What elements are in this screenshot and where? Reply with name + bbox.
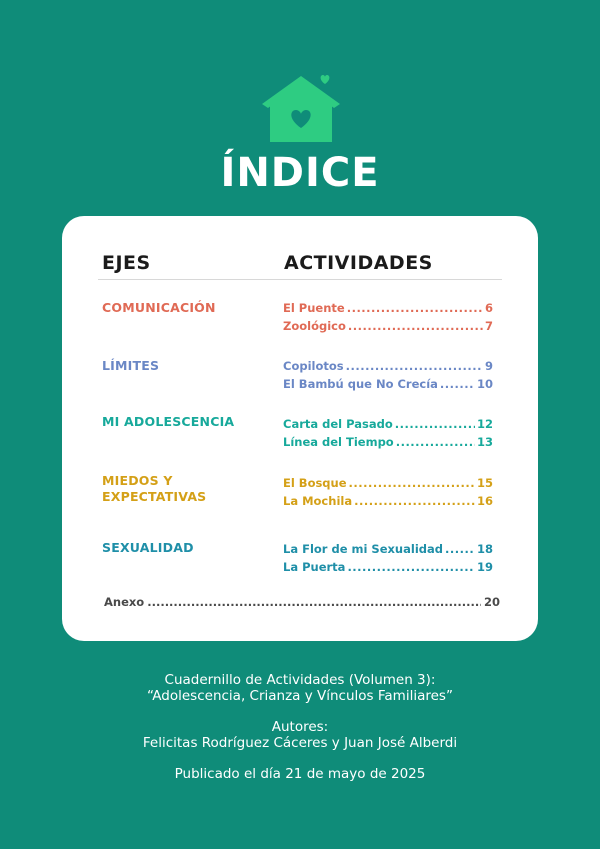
activity-name: La Flor de mi Sexualidad — [283, 542, 443, 556]
activity-linea-del-tiempo[interactable] — [283, 434, 493, 450]
activity-la-mochila[interactable] — [283, 493, 493, 509]
eje-miedos-y-expectativas — [102, 473, 206, 505]
activity-el-bosque[interactable] — [283, 475, 493, 491]
activity-carta-del-pasado[interactable] — [283, 416, 493, 432]
activity-name: El Puente — [283, 301, 345, 315]
activity-page: 18 — [476, 542, 493, 556]
activity-name: Carta del Pasado — [283, 417, 393, 431]
header-divider — [98, 279, 502, 280]
leader-dots — [348, 318, 483, 334]
activity-name: Zoológico — [283, 319, 346, 333]
activity-page: 19 — [476, 560, 493, 574]
activity-zoologico[interactable] — [283, 318, 493, 334]
eje-sexualidad: SEXUALIDAD — [102, 540, 194, 555]
activity-page: 13 — [476, 435, 493, 449]
activity-page: 6 — [484, 301, 493, 315]
anexo-page: 20 — [483, 595, 500, 609]
eje-mi-adolescencia: MI ADOLESCENCIA — [102, 414, 235, 429]
activity-page: 10 — [476, 377, 493, 391]
activity-page: 7 — [484, 319, 493, 333]
leader-dots — [349, 475, 475, 491]
eje-comunicacion: COMUNICACIÓN — [102, 300, 216, 315]
leader-dots — [347, 559, 475, 575]
activity-name: Línea del Tiempo — [283, 435, 394, 449]
activity-name: El Bosque — [283, 476, 347, 490]
leader-dots — [354, 493, 475, 509]
activity-el-bambu[interactable] — [283, 376, 493, 392]
activity-name: La Puerta — [283, 560, 346, 574]
activity-copilotos[interactable] — [283, 358, 493, 374]
house-heart-icon — [258, 70, 344, 144]
leader-dots — [395, 416, 475, 432]
activity-la-puerta[interactable] — [283, 559, 493, 575]
page-title: ÍNDICE — [220, 150, 380, 196]
activity-name: La Mochila — [283, 494, 353, 508]
activity-name: El Bambú que No Crecía — [283, 377, 438, 391]
footer-volume-line: Cuadernillo de Actividades (Volumen 3): — [164, 672, 436, 688]
leader-dots — [147, 595, 481, 609]
eje-line: EXPECTATIVAS — [102, 489, 207, 504]
activity-page: 12 — [476, 417, 493, 431]
activity-page: 15 — [476, 476, 493, 490]
column-header-ejes: EJES — [102, 252, 151, 274]
eje-limites: LÍMITES — [102, 358, 160, 373]
anexo-name: Anexo — [104, 595, 145, 609]
index-card — [62, 216, 538, 641]
activity-page: 16 — [476, 494, 493, 508]
footer-subtitle-line: “Adolescencia, Crianza y Vínculos Familiares” — [147, 688, 453, 704]
footer-authors: Felicitas Rodríguez Cáceres y Juan José Alberdi — [142, 735, 458, 751]
footer-published: Publicado el día 21 de mayo de 2025 — [174, 766, 426, 782]
footer-authors-label: Autores: — [271, 719, 329, 735]
leader-dots — [440, 376, 475, 392]
leader-dots — [347, 300, 483, 316]
anexo-entry[interactable] — [104, 595, 500, 609]
leader-dots — [346, 358, 483, 374]
activity-la-flor[interactable] — [283, 541, 493, 557]
activity-page: 9 — [484, 359, 493, 373]
activity-el-puente[interactable] — [283, 300, 493, 316]
activity-name: Copilotos — [283, 359, 344, 373]
leader-dots — [396, 434, 475, 450]
column-header-actividades: ACTIVIDADES — [284, 252, 433, 274]
leader-dots — [445, 541, 475, 557]
eje-line: MIEDOS Y — [102, 473, 173, 488]
